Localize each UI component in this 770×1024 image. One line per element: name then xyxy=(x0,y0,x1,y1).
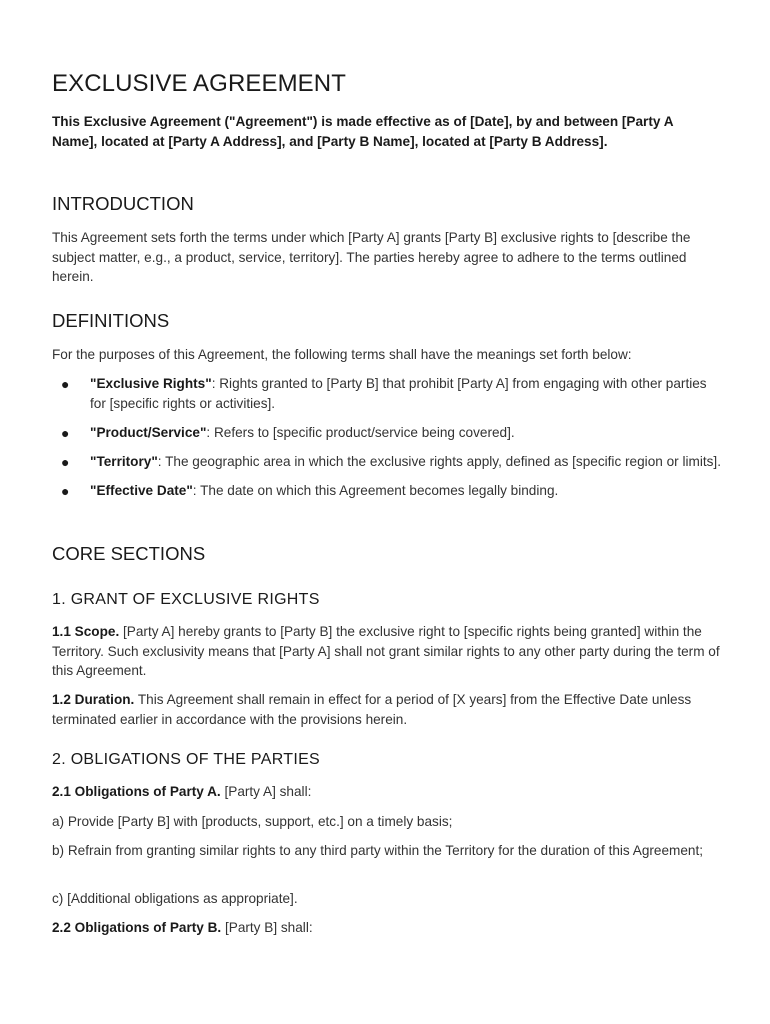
section-1-1-paragraph xyxy=(52,622,722,681)
section-2-2-paragraph xyxy=(52,918,722,938)
clause-text: [Party B] shall: xyxy=(221,920,313,935)
definition-text: : The date on which this Agreement becomes legally binding. xyxy=(192,482,559,498)
clause-text: [Party A] hereby grants to [Party B] the exclusive right to [specific rights being granted] within the Territory. Such exclusivity means that [Party A] shall not grant similar rights to any other party during the term of this Agreement. xyxy=(52,624,720,678)
definition-term: "Product/Service" xyxy=(90,424,207,440)
obligation-b: b) Refrain from granting similar rights to any third party within the Territory for the duration of this Agreement; xyxy=(52,843,704,858)
list-item xyxy=(52,423,722,443)
definition-text: : The geographic area in which the exclusive rights apply, defined as [specific region or limits]. xyxy=(157,453,721,469)
definitions-heading: DEFINITIONS xyxy=(52,310,170,331)
clause-label: 2.1 Obligations of Party A. xyxy=(52,784,221,799)
list-item xyxy=(52,452,722,472)
introduction-text: This Agreement sets forth the terms under which [Party A] grants [Party B] exclusive rights to [describe the subject matter, e.g., a product, service, territory]. The parties hereby agree to adhere to the terms outlined herein. xyxy=(52,230,691,284)
bullet-icon: ● xyxy=(61,424,70,441)
intro-paragraph: This Exclusive Agreement ("Agreement") is made effective as of [Date], by and between [Party A Name], located at [Party A Address], and [Party B Name], located at [Party B Address]. xyxy=(52,114,674,149)
definition-text: : Rights granted to [Party B] that prohibit [Party A] from engaging with other parties for [specific rights or activities]. xyxy=(90,376,707,411)
clause-label: 1.1 Scope. xyxy=(52,624,120,639)
definition-term: "Exclusive Rights" xyxy=(90,376,212,391)
clause-text: This Agreement shall remain in effect for a period of [X years] from the Effective Date unless terminated earlier in accordance with the provisions herein. xyxy=(52,692,692,727)
bullet-icon: ● xyxy=(61,453,70,470)
clause-text: [Party A] shall: xyxy=(220,784,312,799)
definition-text: : Refers to [specific product/service being covered]. xyxy=(206,424,515,440)
obligation-c: c) [Additional obligations as appropriate]. xyxy=(52,891,298,906)
core-sections-heading: CORE SECTIONS xyxy=(52,543,206,564)
clause-label: 2.2 Obligations of Party B. xyxy=(52,920,222,935)
document-title: EXCLUSIVE AGREEMENT xyxy=(52,70,346,97)
definitions-lead: For the purposes of this Agreement, the following terms shall have the meanings set forth below: xyxy=(52,347,632,362)
introduction-heading: INTRODUCTION xyxy=(52,193,194,214)
list-item xyxy=(52,374,722,413)
section-1-heading: 1. GRANT OF EXCLUSIVE RIGHTS xyxy=(52,591,320,608)
definition-term: "Territory" xyxy=(90,453,158,469)
bullet-icon: ● xyxy=(61,482,70,499)
section-2-heading: 2. OBLIGATIONS OF THE PARTIES xyxy=(52,751,321,768)
section-2-1-paragraph xyxy=(52,782,722,802)
section-1-2-paragraph xyxy=(52,690,722,729)
definition-term: "Effective Date" xyxy=(90,482,193,498)
definitions-list xyxy=(52,374,722,510)
obligation-a: a) Provide [Party B] with [products, support, etc.] on a timely basis; xyxy=(52,814,453,829)
clause-label: 1.2 Duration. xyxy=(52,692,135,707)
bullet-icon: ● xyxy=(61,376,70,392)
list-item xyxy=(52,481,722,501)
